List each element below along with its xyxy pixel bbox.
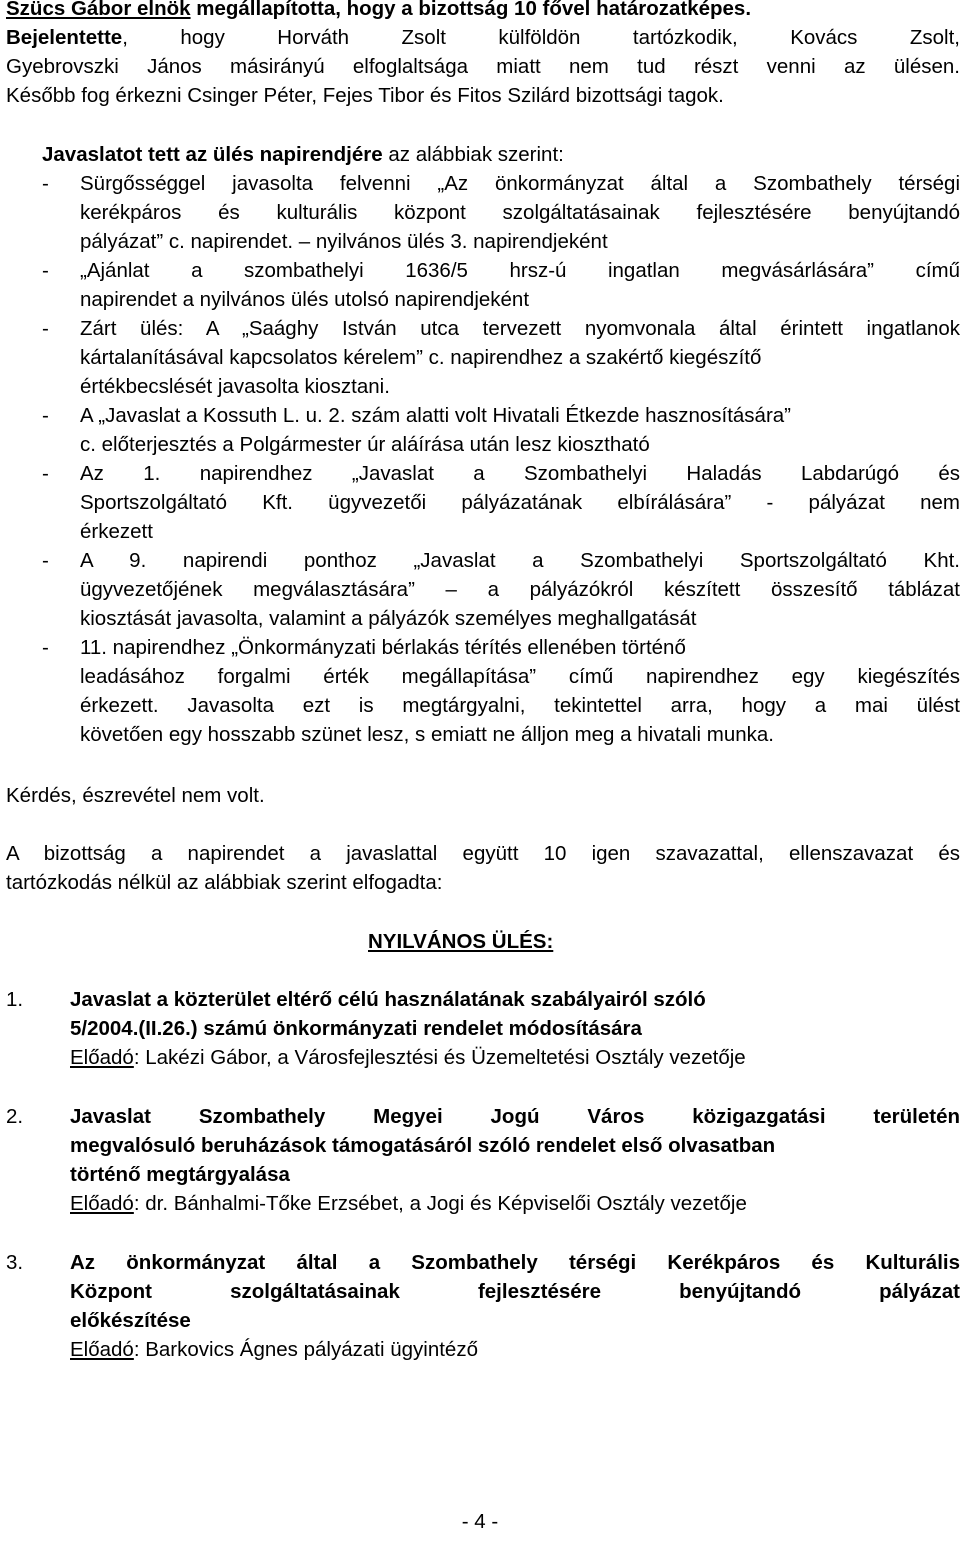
proposal-item-line: kerékpáros és kulturális központ szolgáltatásainak fejlesztésére benyújtandó	[80, 201, 960, 224]
list-bullet: -	[42, 462, 49, 485]
agenda-title-line: megvalósuló beruházások támogatásáról szóló rendelet első olvasatban	[70, 1134, 776, 1157]
proposal-item-line: kiosztását javasolta, valamint a pályázók személyes meghallgatását	[80, 607, 697, 630]
intro-line-4: Később fog érkezni Csinger Péter, Fejes Tibor és Fitos Szilárd bizottsági tagok.	[6, 84, 724, 107]
agenda-presenter: Előadó: dr. Bánhalmi-Tőke Erzsébet, a Jogi és Képviselői Osztály vezetője	[70, 1192, 747, 1215]
chair-name: Szücs Gábor elnök	[6, 0, 191, 20]
proposal-item-line: érkezett	[80, 520, 153, 543]
quorum-statement: megállapította, hogy a bizottság 10 fővel határozatképes.	[190, 0, 752, 20]
presenter-label: Előadó	[70, 1192, 134, 1215]
proposal-item-line: értékbecslését javasolta kiosztani.	[80, 375, 390, 398]
agenda-title-line: történő megtárgyalása	[70, 1163, 290, 1186]
agenda-title-line: Javaslat Szombathely Megyei Jogú Város közigazgatási területén	[70, 1105, 960, 1128]
intro-line-2: Bejelentette, hogy Horváth Zsolt külföldön tartózkodik, Kovács Zsolt,	[6, 26, 960, 49]
intro-line-1	[6, 0, 960, 23]
proposal-item-line: 11. napirendhez „Önkormányzati bérlakás térítés ellenében történő	[80, 636, 686, 659]
proposal-item-line: Zárt ülés: A „Saághy István utca tervezett nyomvonala által érintett ingatlanok	[80, 317, 960, 340]
agenda-presenter: Előadó: Lakézi Gábor, a Városfejlesztési és Üzemeltetési Osztály vezetője	[70, 1046, 746, 1069]
proposal-item-line: napirendet a nyilvános ülés utolsó napirendjeként	[80, 288, 530, 311]
list-bullet: -	[42, 317, 49, 340]
question-line: Kérdés, észrevétel nem volt.	[6, 784, 265, 807]
proposal-item-line: A „Javaslat a Kossuth L. u. 2. szám alatti volt Hivatali Étkezde hasznosítására”	[80, 404, 792, 427]
agenda-title-line: Központ szolgáltatásainak fejlesztésére benyújtandó pályázat	[70, 1280, 960, 1303]
list-bullet: -	[42, 404, 49, 427]
presenter-label: Előadó	[70, 1046, 134, 1069]
page-number: - 4 -	[461, 1510, 499, 1533]
agenda-number: 2.	[6, 1105, 24, 1128]
agenda-presenter: Előadó: Barkovics Ágnes pályázati ügyintéző	[70, 1338, 478, 1361]
list-bullet: -	[42, 259, 49, 282]
list-bullet: -	[42, 549, 49, 572]
proposal-item-line: leadásához forgalmi érték megállapítása” című napirendhez egy kiegészítés	[80, 665, 960, 688]
agenda-title-line: Javaslat a közterület eltérő célú használatának szabályairól szóló	[70, 988, 706, 1011]
proposal-item-line: Sportszolgáltató Kft. ügyvezetői pályázatának elbírálására” - pályázat nem	[80, 491, 960, 514]
proposal-item-line: Az 1. napirendhez „Javaslat a Szombathelyi Haladás Labdarúgó és	[80, 462, 960, 485]
presenter-label: Előadó	[70, 1338, 134, 1361]
proposal-item-line: A 9. napirendi ponthoz „Javaslat a Szombathelyi Sportszolgáltató Kht.	[80, 549, 960, 572]
agenda-title-line: előkészítése	[70, 1309, 191, 1332]
proposal-item-line: „Ajánlat a szombathelyi 1636/5 hrsz-ú ingatlan megvásárlására” című	[80, 259, 960, 282]
proposal-item-line: c. előterjesztés a Polgármester úr aláírása után lesz kiosztható	[80, 433, 650, 456]
list-bullet: -	[42, 172, 49, 195]
agenda-title-line: Az önkormányzat által a Szombathely térségi Kerékpáros és Kulturális	[70, 1251, 960, 1274]
agenda-number: 1.	[6, 988, 24, 1011]
vote-line-2: tartózkodás nélkül az alábbiak szerint elfogadta:	[6, 871, 443, 894]
intro-line-3: Gyebrovszki János másirányú elfoglaltsága miatt nem tud részt venni az ülésen.	[6, 55, 960, 78]
proposal-lead-bold: Javaslatot tett az ülés napirendjére	[42, 143, 383, 166]
proposal-item-line: pályázat” c. napirendet. – nyilvános ülés 3. napirendjeként	[80, 230, 608, 253]
proposal-item-line: Sürgősséggel javasolta felvenni „Az önkormányzat által a Szombathely térségi	[80, 172, 960, 195]
section-title: NYILVÁNOS ÜLÉS:	[368, 930, 554, 953]
proposal-item-line: ügyvezetőjének megválasztására” – a pályázókról készített összesítő táblázat	[80, 578, 960, 601]
announced-label: Bejelentette	[6, 26, 123, 49]
proposal-item-line: követően egy hosszabb szünet lesz, s emiatt ne álljon meg a hivatali munka.	[80, 723, 774, 746]
agenda-title-line: 5/2004.(II.26.) számú önkormányzati rendelet módosítására	[70, 1017, 642, 1040]
vote-line-1: A bizottság a napirendet a javaslattal együtt 10 igen szavazattal, ellenszavazat és	[6, 842, 960, 865]
agenda-number: 3.	[6, 1251, 24, 1274]
list-bullet: -	[42, 636, 49, 659]
proposal-lead: Javaslatot tett az ülés napirendjére az alábbiak szerint:	[42, 143, 564, 166]
proposal-item-line: érkezett. Javasolta ezt is megtárgyalni, tekintettel arra, hogy a mai ülést	[80, 694, 960, 717]
proposal-item-line: kártalanításával kapcsolatos kérelem” c. napirendhez a szakértő kiegészítő	[80, 346, 762, 369]
